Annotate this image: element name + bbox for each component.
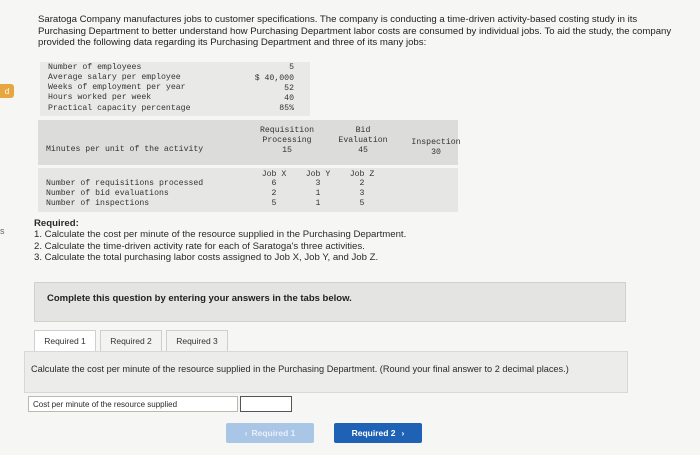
- next-button-label: Required 2: [351, 428, 396, 438]
- column-header-line: Processing: [262, 136, 312, 145]
- dept-row-value: 5: [289, 63, 294, 72]
- job-header: Job X: [261, 170, 287, 179]
- column-value: 30: [431, 148, 441, 157]
- jobs-cell: 1: [315, 189, 321, 198]
- dept-row: [48, 63, 248, 72]
- dept-row: [48, 93, 248, 102]
- column-header-line: Requisition: [259, 126, 315, 135]
- jobs-row-label: Number of inspections: [46, 199, 150, 208]
- prev-required-button[interactable]: [226, 423, 314, 443]
- dept-row: [48, 73, 248, 82]
- dept-row-label: Number of employees: [48, 63, 142, 72]
- jobs-cell: 1: [315, 199, 321, 208]
- column-header-line: Bid: [355, 126, 371, 135]
- jobs-cell: 2: [271, 189, 277, 198]
- dept-row-label: Hours worked per week: [48, 93, 152, 102]
- dept-row-value: 52: [284, 84, 294, 93]
- tab-required-1[interactable]: Required 1: [34, 330, 96, 352]
- tab-required-3[interactable]: Required 3: [166, 330, 228, 352]
- dept-row-label: Weeks of employment per year: [48, 83, 186, 92]
- jobs-table: [38, 168, 458, 212]
- problem-intro: Saratoga Company manufactures jobs to customer specifications. The company is conducting a time-driven activity-based costing study in its Purchasing Department to better understand how Purchasing Department labor costs are consumed by individual jobs. To aid the study, the company provided the following data regarding its Purchasing Department and three of its many jobs:: [38, 14, 672, 48]
- required-section: [34, 218, 674, 264]
- dept-row-value: $ 40,000: [254, 74, 294, 83]
- required-item: 1. Calculate the cost per minute of the resource supplied in the Purchasing Department.: [34, 229, 407, 241]
- chevron-right-icon: ›: [401, 428, 405, 438]
- dept-row-value: 40: [284, 94, 294, 103]
- question-text: Calculate the cost per minute of the resource supplied in the Purchasing Department. (Round your final answer to 2 decimal places.): [31, 364, 569, 374]
- column-header-line: Inspection: [411, 138, 461, 147]
- activity-column-bid: [328, 126, 398, 156]
- job-header: Job Y: [305, 170, 331, 179]
- instruction-panel: [34, 282, 626, 322]
- cost-per-minute-input[interactable]: [240, 396, 292, 412]
- activity-column-inspection: [400, 138, 472, 158]
- jobs-cell: 5: [359, 199, 365, 208]
- jobs-cell: 6: [271, 179, 277, 188]
- column-value: 15: [282, 146, 292, 155]
- tab-required-2[interactable]: Required 2: [100, 330, 162, 352]
- next-required-button[interactable]: [334, 423, 422, 443]
- dept-row-label: Practical capacity percentage: [48, 104, 191, 113]
- dept-row: [48, 83, 248, 92]
- activity-table: [38, 120, 461, 165]
- question-panel: [24, 351, 628, 393]
- required-item: 3. Calculate the total purchasing labor costs assigned to Job X, Job Y, and Job Z.: [34, 252, 379, 264]
- jobs-cell: 2: [359, 179, 365, 188]
- jobs-cell: 3: [315, 179, 321, 188]
- column-value: 45: [358, 146, 368, 155]
- dept-row-label: Average salary per employee: [48, 73, 181, 82]
- answer-row-label: Cost per minute of the resource supplied: [28, 396, 238, 412]
- jobs-row-label: Number of bid evaluations: [46, 189, 169, 198]
- dept-row-value: 85%: [279, 104, 294, 113]
- jobs-cell: 3: [359, 189, 365, 198]
- department-data-table: [40, 62, 310, 116]
- activity-row-label: Minutes per unit of the activity: [46, 145, 204, 154]
- required-heading: Required:: [34, 218, 79, 229]
- side-tab-badge[interactable]: d: [0, 84, 14, 98]
- activity-column-requisition: [250, 126, 324, 156]
- column-header-line: Evaluation: [338, 136, 388, 145]
- dept-row: [48, 104, 248, 113]
- jobs-cell: 5: [271, 199, 277, 208]
- instruction-text: Complete this question by entering your answers in the tabs below.: [47, 293, 352, 304]
- job-header: Job Z: [349, 170, 375, 179]
- jobs-row-label: Number of requisitions processed: [46, 179, 204, 188]
- side-mark: s: [0, 226, 5, 236]
- required-item: 2. Calculate the time-driven activity rate for each of Saratoga's three activities.: [34, 240, 365, 252]
- prev-button-label: Required 1: [251, 428, 296, 438]
- chevron-left-icon: ‹: [244, 428, 248, 438]
